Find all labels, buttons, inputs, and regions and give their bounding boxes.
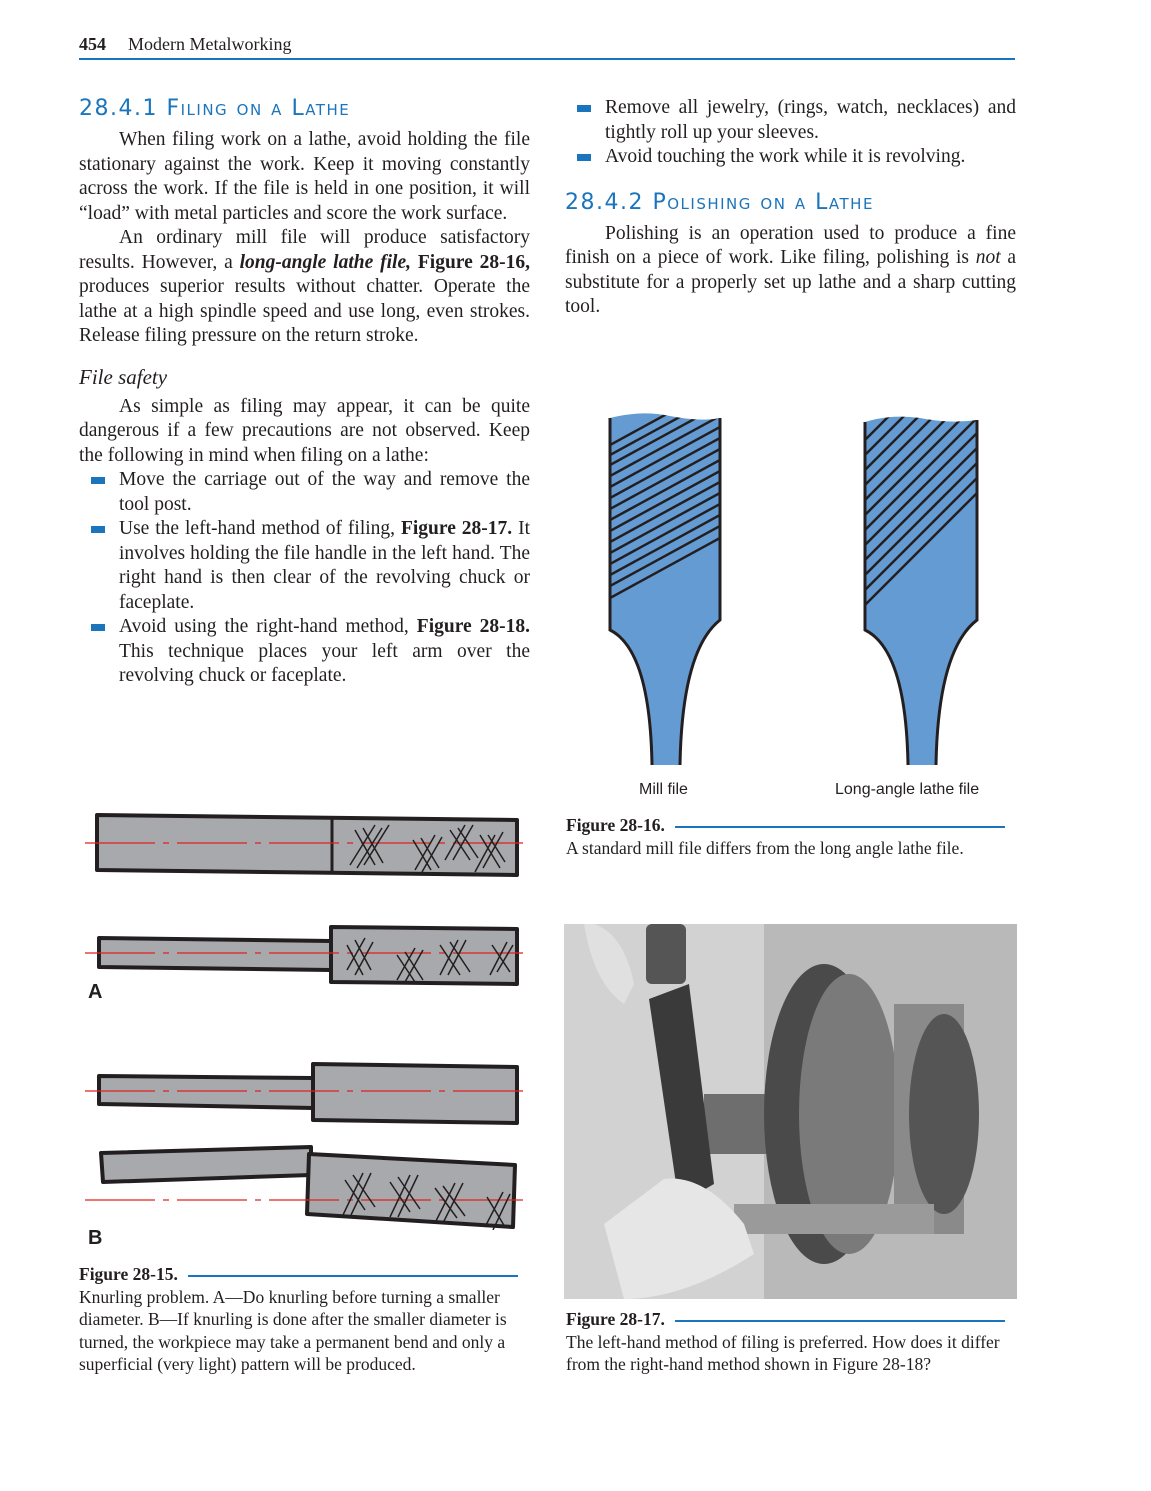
safety-list-cont [565, 96, 1016, 170]
text: An ordinary mill file will produce satisfactory results. However, a [79, 227, 530, 273]
label-mill-file: Mill file [639, 781, 688, 798]
figure-title: Figure 28-15. [79, 1264, 178, 1284]
paragraph: As simple as filing may appear, it can be quite dangerous if a few precautions are not observed. Keep the following in mind when filing on a lathe: [79, 395, 530, 466]
text: Use the left-hand method of filing, [119, 518, 401, 539]
figure-ref: Figure 28-17. [400, 518, 513, 539]
figure-title: Figure 28-17. [566, 1309, 665, 1329]
caption-rule [188, 1275, 518, 1277]
bullet-icon [577, 105, 591, 112]
list-item [79, 468, 530, 517]
figure-title: Figure 28-16. [566, 815, 665, 835]
text: produces superior results without chatter. Operate the lathe at a high spindle speed and use long, even strokes. Release filing pressure on the return stroke. [79, 276, 530, 346]
text: Avoid touching the work while it is revolving. [605, 146, 966, 167]
text: It involves holding the file handle in the left hand. The right hand is then clear of the revolving chuck or faceplate. [119, 518, 530, 613]
paragraph: When filing work on a lathe, avoid holding the file stationary against the work. Keep it moving constantly across the work. If the file is held in one position, it will “load” with metal particles and score the work surface. [79, 129, 530, 224]
caption-rule [675, 826, 1005, 828]
text: Remove all jewelry, (rings, watch, necklaces) and tightly roll up your sleeves. [605, 97, 1016, 143]
list-item [565, 96, 1016, 145]
safety-list [79, 468, 530, 689]
term: long-angle lathe file, [239, 251, 411, 273]
workpiece-6 [101, 1147, 311, 1182]
workpiece-4 [99, 1076, 313, 1108]
label-b: B [88, 1227, 103, 1249]
figure-ref: Figure 28-16, [417, 251, 530, 273]
list-item [565, 145, 1016, 170]
caption-text: Knurling problem. A—Do knurling before turning a smaller diameter. B—If knurling is done after the smaller diameter is turned, the workpiece may take a permanent bend and only a superficial (very light) pattern will be produced. [79, 1286, 507, 1375]
text: Polishing is an operation used to produce a fine finish on a piece of work. Like filing, polishing is [565, 222, 1016, 268]
emphasis: not [975, 247, 1001, 268]
text: This technique places your left arm over the revolving chuck or faceplate. [119, 640, 530, 686]
knurling-illustration [85, 810, 535, 1230]
caption-text: The left-hand method of filing is preferred. How does it differ from the right-hand method shown in Figure 28-18? [566, 1331, 1000, 1375]
lathe-filing-photo [564, 924, 1017, 1299]
file-handle [646, 924, 686, 984]
label-a: A [88, 981, 103, 1003]
page-number: 454 [79, 34, 106, 54]
workpiece-3 [331, 927, 517, 984]
bullet-icon [577, 154, 591, 161]
workpiece-5 [313, 1064, 517, 1123]
bullet-icon [91, 477, 105, 484]
paragraph [79, 226, 530, 349]
book-title: Modern Metalworking [128, 34, 292, 54]
bullet-icon [91, 624, 105, 631]
figure-ref: Figure 28-18. [416, 616, 530, 637]
text: Move the carriage out of the way and remove the tool post. [119, 469, 530, 515]
mill-file [610, 410, 720, 765]
section-heading-filing: 28.4.1 Filing on a Lathe [79, 96, 351, 121]
subheading-file-safety: File safety [79, 364, 168, 389]
caption-rule [675, 1320, 1005, 1322]
section-heading-polishing: 28.4.2 Polishing on a Lathe [565, 189, 874, 215]
file-illustration [600, 410, 990, 770]
figure-28-15-caption [79, 1263, 534, 1376]
figure-28-17-caption [566, 1308, 1016, 1376]
list-item [79, 517, 530, 615]
workpiece-2 [99, 938, 331, 970]
text: a substitute for a properly set up lathe and a sharp cutting tool. [565, 247, 1016, 317]
bullet-icon [91, 526, 105, 533]
running-header [79, 34, 1015, 60]
caption-text: A standard mill file differs from the long angle lathe file. [566, 837, 964, 858]
label-lathe-file: Long-angle lathe file [835, 781, 980, 798]
right-column [565, 96, 1016, 320]
list-item [79, 615, 530, 689]
paragraph [565, 222, 1016, 320]
text: Avoid using the right-hand method, [119, 616, 417, 637]
figure-28-16-caption [566, 814, 1016, 859]
long-angle-lathe-file [865, 410, 985, 765]
left-column [79, 94, 530, 689]
